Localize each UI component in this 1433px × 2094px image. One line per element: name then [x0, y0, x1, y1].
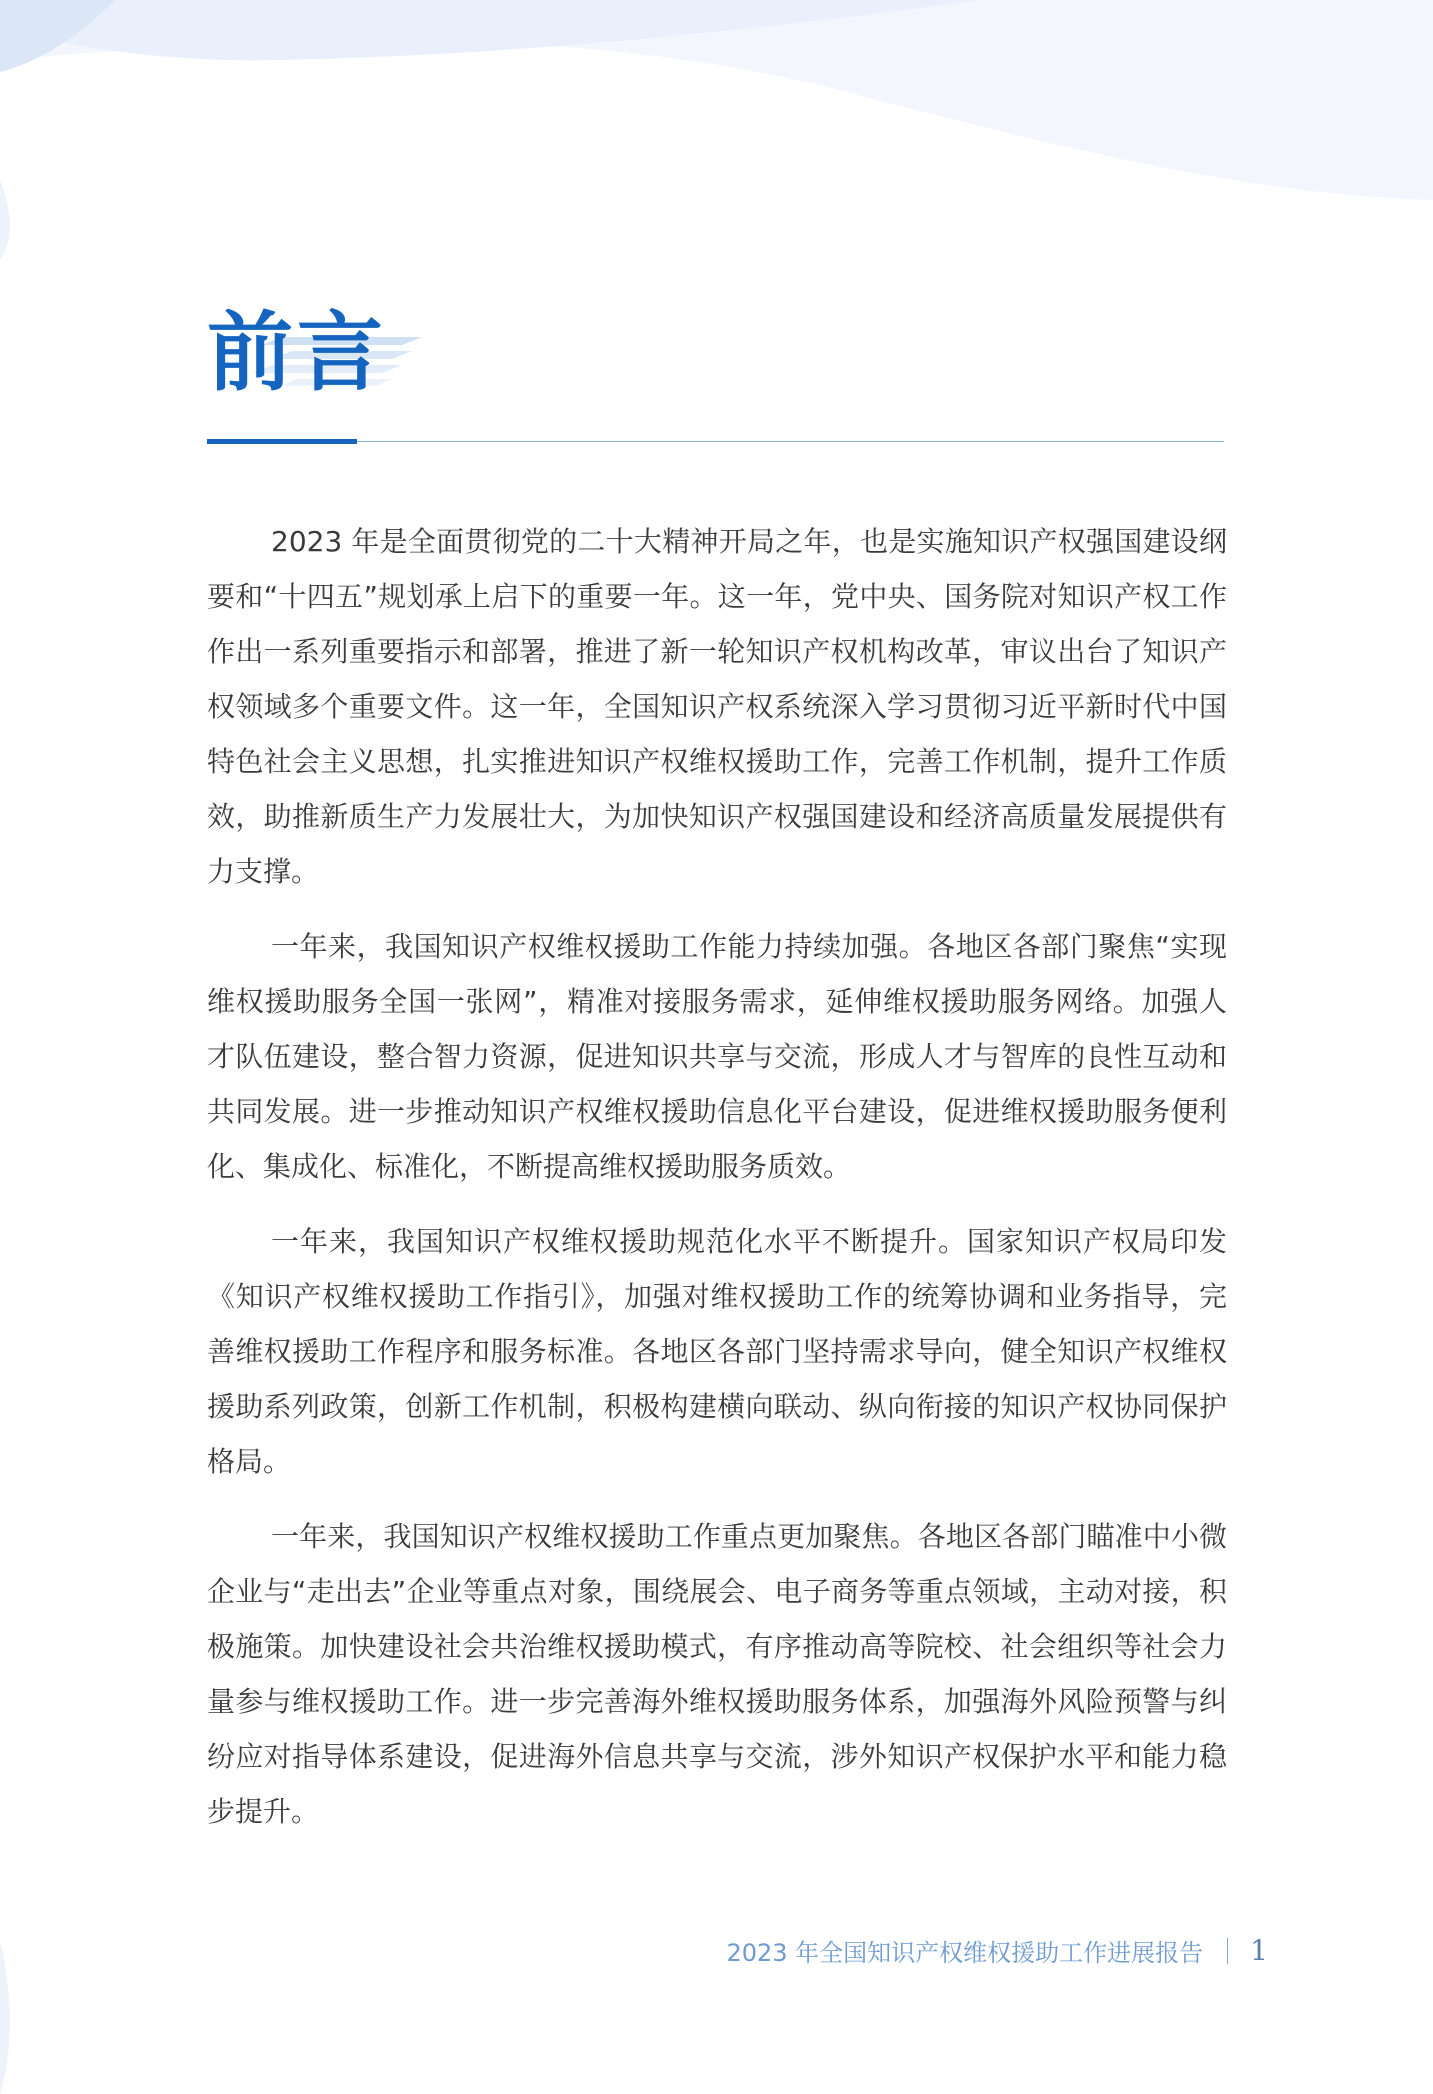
footer-separator — [1227, 1938, 1228, 1964]
title-divider-accent — [207, 439, 357, 444]
paragraph-1: 2023 年是全面贯彻党的二十大精神开局之年，也是实施知识产权强国建设纲要和“十四五”规划承上启下的重要一年。这一年，党中央、国务院对知识产权工作作出一系列重要指示和部署，推进了新一轮知识产权机构改革，审议出台了知识产权领域多个重要文件。这一年，全国知识产权系统深入学习贯彻习近平新时代中国特色社会主义思想，扎实推进知识产权维权援助工作，完善工作机制，提升工作质效，助推新质生产力发展壮大，为加快知识产权强国建设和经济高质量发展提供有力支撑。 — [207, 525, 1227, 888]
title-block — [207, 303, 387, 403]
paragraph-3: 一年来，我国知识产权维权援助规范化水平不断提升。国家知识产权局印发《知识产权维权援助工作指引》，加强对维权援助工作的统筹协调和业务指导，完善维权援助工作程序和服务标准。各地区各部门坚持需求导向，健全知识产权维权援助系列政策，创新工作机制，积极构建横向联动、纵向衔接的知识产权协同保护格局。 — [207, 1225, 1227, 1478]
preface-body — [207, 514, 1227, 1859]
page-title: 前言 — [207, 303, 387, 403]
footer-report-title: 2023 年全国知识产权维权援助工作进展报告 — [726, 1939, 1204, 1967]
page-number: 1 — [1250, 1934, 1268, 1967]
paragraph-2: 一年来，我国知识产权维权援助工作能力持续加强。各地区各部门聚焦“实现维权援助服务全国一张网”，精准对接服务需求，延伸维权援助服务网络。加强人才队伍建设，整合智力资源，促进知识共享与交流，形成人才与智库的良性互动和共同发展。进一步推动知识产权维权援助信息化平台建设，促进维权援助服务便利化、集成化、标准化，不断提高维权援助服务质效。 — [207, 930, 1227, 1183]
paragraph-4: 一年来，我国知识产权维权援助工作重点更加聚焦。各地区各部门瞄准中小微企业与“走出去”企业等重点对象，围绕展会、电子商务等重点领域，主动对接，积极施策。加快建设社会共治维权援助模式，有序推动高等院校、社会组织等社会力量参与维权援助工作。进一步完善海外维权援助服务体系，加强海外风险预警与纠纷应对指导体系建设，促进海外信息共享与交流，涉外知识产权保护水平和能力稳步提升。 — [207, 1520, 1227, 1828]
title-divider — [207, 441, 1224, 442]
page-footer — [726, 1933, 1268, 1968]
